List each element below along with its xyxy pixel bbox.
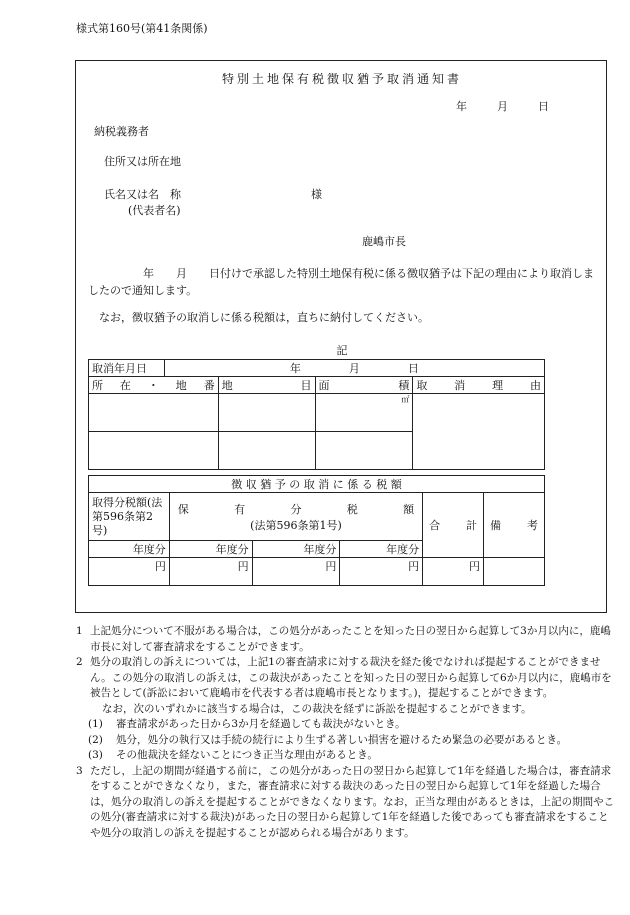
holding-tax-label [169, 493, 422, 541]
sub-note-1 [76, 717, 616, 733]
reason-cell [413, 394, 545, 470]
payment-instruction: なお，徴収猶予の取消しに係る税額は，直ちに納付してください。 [88, 311, 429, 324]
sub-note-text: 審査請求があった日から3か月を経過しても裁決がないとき。 [116, 718, 406, 730]
total-header: 合 計 [423, 493, 484, 558]
cancel-date-value [164, 360, 544, 377]
total-amount-cell: 円 [423, 558, 484, 586]
note-number: 1 [76, 625, 83, 637]
note-text: 処分の取消しの訴えについては，上記1の審査請求に対する裁決を経た後でなければ提起することができません。この処分の取消しの訴えは，この裁決があったことを知った日の翌日から起算して6か月以内に，鹿嶋市を被告として(訴訟において鹿嶋市を代表する者は鹿嶋市長となります。)，提起することができます。 [90, 656, 612, 699]
note-1 [76, 624, 616, 655]
location-cell [89, 394, 219, 432]
date-day: 日 [538, 100, 549, 113]
issuer: 鹿嶋市長 [362, 235, 406, 248]
note-number: 3 [76, 764, 83, 777]
reason-header: 取 消 理 由 [413, 377, 545, 394]
sub-note-3 [76, 748, 616, 764]
representative-label: (代表者名) [128, 204, 181, 217]
issue-date [456, 98, 549, 114]
address-label: 住所又は所在地 [104, 155, 181, 168]
chimoku-header: 地 目 [218, 377, 315, 394]
tax-section-title: 徴 収 猶 予 の 取 消 に 係 る 税 額 [89, 476, 545, 493]
note-number: 2 [76, 656, 83, 668]
acquisition-tax-label: 取得分税額(法第596条第2号) [89, 493, 170, 541]
fiscal-year-cell: 年度分 [169, 541, 252, 558]
fiscal-year-cell: 年度分 [340, 541, 423, 558]
name-label: 氏名又は名 称 [104, 188, 181, 201]
cancel-year: 年 [289, 362, 301, 375]
note-2-extra: なお，次のいずれかに該当する場合は，この裁決を経ずに訴訟を提起することができます。 [102, 702, 532, 715]
location-header: 所 在 ・ 地 番 [89, 377, 219, 394]
note-text: 上記処分について不服がある場合は，この処分があったことを知った日の翌日から起算して3か月以内に，鹿嶋市長に対して審査請求をすることができます。 [90, 625, 611, 653]
taxpayer-label: 納税義務者 [94, 125, 149, 138]
sub-note-text: その他裁決を経ないことにつき正当な理由があるとき。 [116, 749, 378, 761]
amount-cell: 円 [340, 558, 423, 586]
cancel-date-label: 取消年月日 [89, 360, 165, 377]
area-cell [315, 432, 413, 470]
note-2 [76, 655, 616, 702]
fiscal-year-cell: 年度分 [89, 541, 170, 558]
document-title: 特別土地保有税徴収猶予取消通知書 [221, 72, 462, 86]
area-header: 面 積 [315, 377, 413, 394]
date-year: 年 [456, 100, 467, 113]
note-3 [76, 764, 616, 842]
notice-body: 年 月 日付けで承認した特別土地保有税に係る徴収猶予は下記の理由により取消しましたので通知します。 [88, 267, 594, 297]
sub-note-number: (3) [88, 749, 103, 761]
fiscal-year-cell: 年度分 [252, 541, 340, 558]
appeal-notes [76, 624, 616, 841]
date-month: 月 [497, 100, 508, 113]
area-cell: ㎡ [315, 394, 413, 432]
amount-cell: 円 [169, 558, 252, 586]
sub-note-number: (2) [88, 733, 103, 746]
honorific: 様 [311, 188, 322, 201]
form-number-label: 様式第160号(第41条関係) [76, 22, 208, 35]
sub-note-text: 処分，処分の執行又は手続の続行により生ずる著しい損害を避けるため緊急の必要があるとき。 [116, 733, 568, 746]
amount-cell: 円 [89, 558, 170, 586]
remarks-header: 備 考 [484, 493, 545, 558]
holding-tax-title: 保 有 分 税 額 [177, 502, 415, 516]
chimoku-cell [218, 394, 315, 432]
remarks-cell [484, 558, 545, 586]
amount-cell: 円 [252, 558, 340, 586]
tax-amount-table [88, 475, 545, 586]
notice-frame [75, 60, 607, 613]
cancel-month: 月 [348, 362, 360, 375]
holding-tax-law: (法第596条第1号) [250, 518, 342, 532]
location-cell [89, 432, 219, 470]
cancel-day: 日 [407, 362, 419, 375]
sub-note-2 [76, 733, 616, 749]
ki-heading: 記 [336, 344, 348, 357]
sub-note-number: (1) [88, 718, 103, 730]
note-text: ただし，上記の期間が経過する前に，この処分があった日の翌日から起算して1年を経過した場合は，審査請求をすることができなくなり，また，審査請求に対する裁決のあった日の翌日から起算して1年を経過した場合は，処分の取消しの訴えを提起することができなくなります。なお，正当な理由があるときは，上記の期間やこの処分(審査請求に対する裁決)があった日の翌日から起算して1年を経過した後であっても審査請求をすることや処分の取消しの訴えを提起することが認められる場合があります。 [90, 764, 615, 839]
cancellation-table [88, 359, 545, 470]
chimoku-cell [218, 432, 315, 470]
